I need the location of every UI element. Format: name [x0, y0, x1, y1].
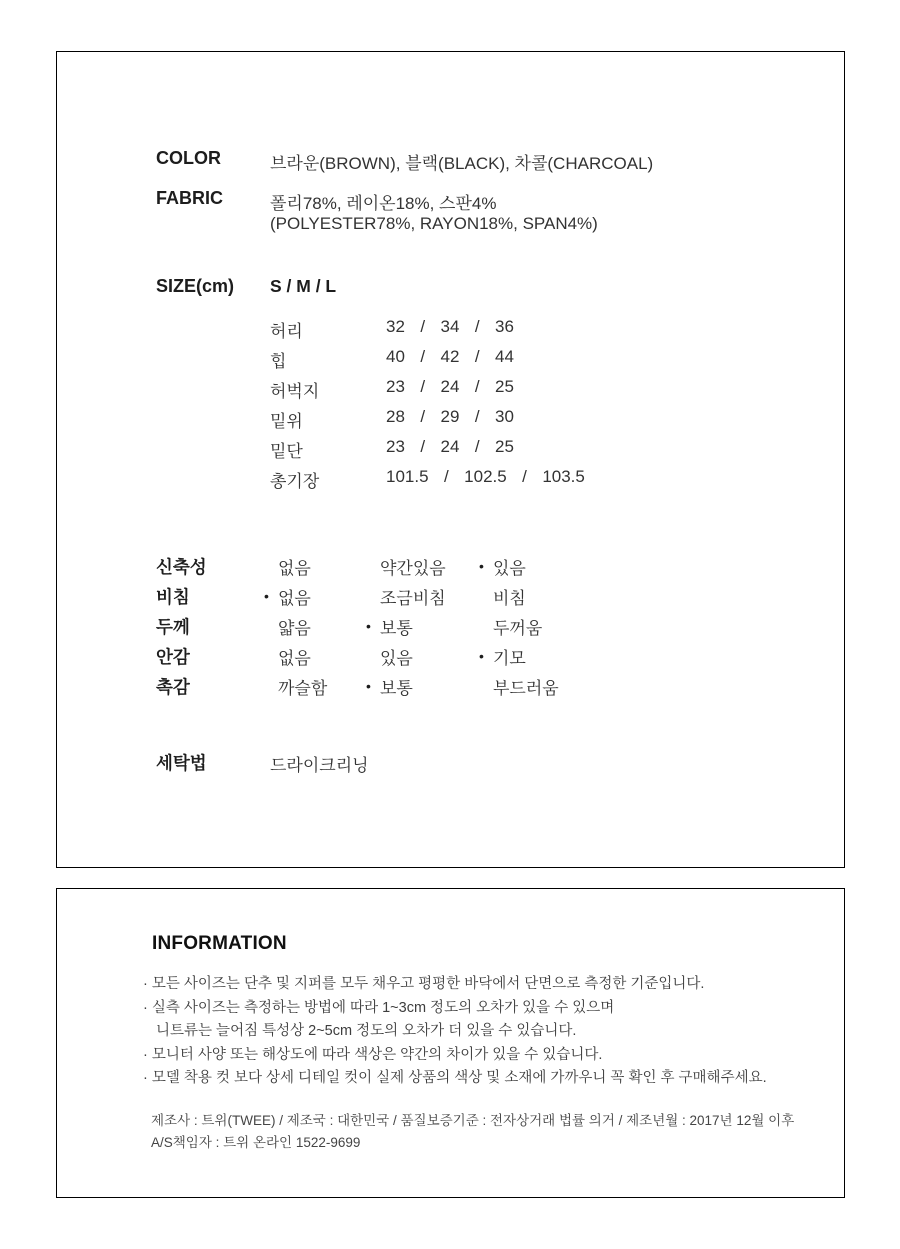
attr-option [366, 614, 413, 638]
color-row [57, 148, 844, 172]
attribute-row-thickness [57, 614, 844, 638]
information-note: · 모니터 사양 또는 해상도에 따라 색상은 약간의 차이가 있을 수 있습니다. [143, 1046, 603, 1063]
selected-bullet-icon: • [366, 618, 371, 634]
information-box [56, 888, 845, 1198]
attr-option-label: 비침 [493, 588, 526, 608]
information-note-continuation: 니트류는 늘어짐 특성상 2~5cm 정도의 오차가 더 있을 수 있습니다. [156, 1023, 577, 1039]
attr-option-label: 까슬함 [278, 678, 328, 698]
attr-option-label: 있음 [380, 648, 413, 668]
size-variants: S / M / L [270, 276, 337, 296]
size-row-label: 총기장 [270, 472, 320, 491]
information-title: INFORMATION [152, 933, 287, 954]
size-table-row [57, 377, 844, 401]
size-row-label: 밑위 [270, 412, 303, 431]
attr-option-label: 두꺼움 [493, 618, 543, 638]
selected-bullet-icon: • [264, 588, 269, 604]
spec-box [56, 51, 845, 868]
care-value: 드라이크리닝 [270, 756, 369, 775]
attribute-label: 안감 [156, 647, 190, 667]
attr-option-label: 없음 [278, 588, 311, 608]
attr-option [264, 674, 327, 698]
fabric-label: FABRIC [156, 188, 223, 208]
attr-option-label: 기모 [493, 648, 526, 668]
fabric-value-line1: 폴리78%, 레이온18%, 스판4% [270, 194, 497, 213]
selected-bullet-icon: • [479, 558, 484, 574]
attr-option [479, 644, 526, 668]
care-row [57, 750, 844, 774]
information-note: · 모델 착용 컷 보다 상세 디테일 컷이 실제 상품의 색상 및 소재에 가까우니 꼭 확인 후 구매해주세요. [143, 1070, 767, 1086]
size-table-row [57, 437, 844, 461]
attr-option [479, 614, 542, 638]
size-row [57, 276, 844, 300]
size-label: SIZE(cm) [156, 276, 235, 296]
information-note: · 모든 사이즈는 단추 및 지퍼를 모두 채우고 평평한 바닥에서 단면으로 측정한 기준입니다. [143, 976, 705, 992]
size-row-label: 허리 [270, 322, 303, 341]
attribute-label: 촉감 [156, 677, 190, 697]
attribute-label: 두께 [156, 617, 190, 637]
attr-option [479, 674, 559, 698]
selected-bullet-icon: • [366, 678, 371, 694]
attr-option-label: 보통 [380, 618, 413, 638]
selected-bullet-icon: • [479, 648, 484, 664]
attr-option [479, 554, 526, 578]
fabric-row [57, 188, 844, 233]
attr-option-label: 있음 [493, 558, 526, 578]
manufacturer-info [151, 1110, 794, 1154]
attr-option-label: 조금비침 [380, 588, 446, 608]
size-row-values: 40 / 42 / 44 [386, 347, 514, 366]
attr-option-label: 없음 [278, 648, 311, 668]
size-row-label: 밑단 [270, 442, 303, 461]
attr-option-label: 보통 [380, 678, 413, 698]
size-table-row [57, 467, 844, 491]
attr-option [366, 674, 413, 698]
attr-option [366, 584, 446, 608]
size-row-values: 101.5 / 102.5 / 103.5 [386, 467, 585, 486]
attribute-label: 신축성 [156, 557, 207, 577]
care-label: 세탁법 [156, 753, 207, 773]
attr-option-label: 약간있음 [380, 558, 446, 578]
size-table-row [57, 347, 844, 371]
color-value: 브라운(BROWN), 블랙(BLACK), 차콜(CHARCOAL) [270, 154, 654, 173]
attr-option-label: 부드러움 [493, 678, 559, 698]
attribute-row-lining [57, 644, 844, 668]
size-row-values: 32 / 34 / 36 [386, 317, 514, 336]
manufacturer-line2: A/S책임자 : 트위 온라인 1522-9699 [151, 1135, 361, 1150]
attr-option [479, 584, 526, 608]
color-label: COLOR [156, 148, 221, 168]
size-row-values: 23 / 24 / 25 [386, 377, 514, 396]
size-table-row [57, 317, 844, 341]
attr-option-label: 얇음 [278, 618, 311, 638]
information-notes [143, 973, 767, 1091]
attribute-row-texture [57, 674, 844, 698]
attr-option [264, 644, 311, 668]
attribute-row-sheerness [57, 584, 844, 608]
manufacturer-line1: 제조사 : 트위(TWEE) / 제조국 : 대한민국 / 품질보증기준 : 전자상거래 법률 의거 / 제조년월 : 2017년 12월 이후 [151, 1113, 795, 1128]
attr-option [264, 584, 311, 608]
size-table-row [57, 407, 844, 431]
attr-option [366, 644, 413, 668]
attr-option [264, 554, 311, 578]
attribute-row-stretch [57, 554, 844, 578]
attribute-label: 비침 [156, 587, 190, 607]
attr-option [366, 554, 446, 578]
size-row-values: 23 / 24 / 25 [386, 437, 514, 456]
size-row-label: 힙 [270, 352, 287, 371]
fabric-value-line2: (POLYESTER78%, RAYON18%, SPAN4%) [270, 214, 598, 233]
size-row-values: 28 / 29 / 30 [386, 407, 514, 426]
information-note: · 실측 사이즈는 측정하는 방법에 따라 1~3cm 정도의 오차가 있을 수 있으며 [143, 999, 615, 1016]
attr-option-label: 없음 [278, 558, 311, 578]
attr-option [264, 614, 311, 638]
size-row-label: 허벅지 [270, 382, 320, 401]
